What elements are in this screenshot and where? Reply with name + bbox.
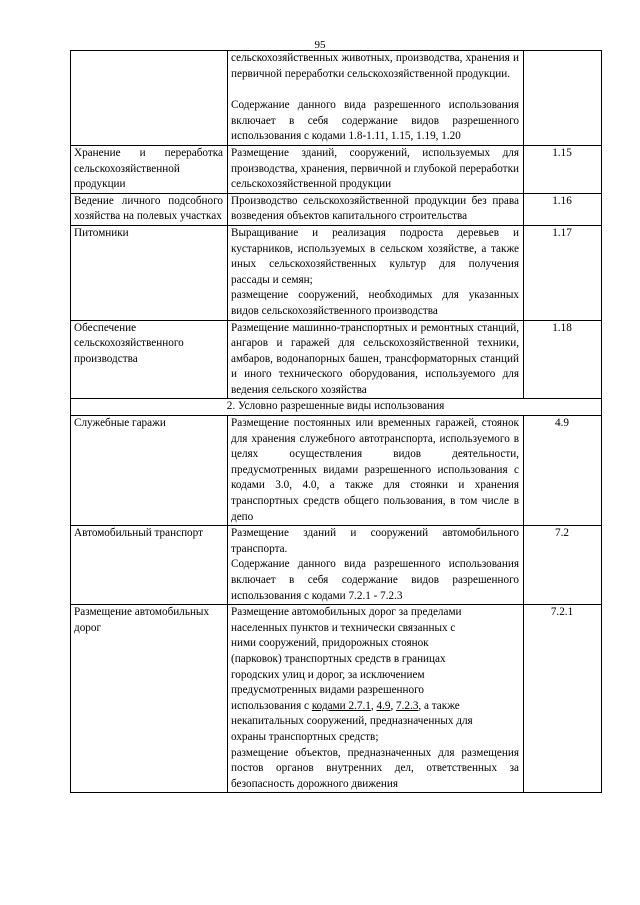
- use-description-cell: Производство сельскохозяйственной продукции без права возведения объектов капитального строительства: [228, 193, 524, 225]
- use-name-cell: Ведение личного подсобного хозяйства на полевых участках: [71, 193, 228, 225]
- description-line: ними сооружений, придорожных стоянок: [231, 637, 429, 650]
- paragraph-spacer: [231, 82, 519, 98]
- description-paragraph: Выращивание и реализация подроста деревьев и кустарников, используемых в сельском хозяйстве, а также иных сельскохозяйственных культур для получения рассады и семян;: [231, 226, 519, 286]
- description-text: использования с: [231, 699, 312, 712]
- table-row: [71, 320, 602, 399]
- use-name-cell: Размещение автомобильных дорог: [71, 605, 228, 793]
- description-line: некапитальных сооружений, предназначенных для: [231, 715, 473, 728]
- use-description-cell: [228, 605, 524, 793]
- use-description-cell: Размещение машинно-транспортных и ремонтных станций, ангаров и гаражей для сельскохозяйственной техники, амбаров, водонапорных башен, трансформаторных станций и иного технического оборудования, используемого для ведения сельского хозяйства: [228, 320, 524, 399]
- description-paragraph: Размещение зданий и сооружений автомобильного транспорта.: [231, 527, 519, 555]
- separator: ,: [390, 699, 397, 712]
- use-name-cell: Автомобильный транспорт: [71, 526, 228, 605]
- page-number: 95: [314, 39, 326, 51]
- description-paragraph: Содержание данного вида разрешенного использования включает в себя содержание видов разрешенного использования с кодами 1.8-1.11, 1.15, 1.19, 1.20: [231, 99, 519, 143]
- table-row: [71, 51, 602, 146]
- use-code-cell: 7.2.1: [524, 605, 602, 793]
- use-code-cell: 1.16: [524, 193, 602, 225]
- land-use-table: [70, 50, 602, 793]
- section-row: [71, 399, 602, 416]
- description-line: (парковок) транспортных средств в границах: [231, 652, 446, 665]
- use-code-cell: 7.2: [524, 526, 602, 605]
- use-name-cell: Питомники: [71, 225, 228, 320]
- use-name-cell: Служебные гаражи: [71, 416, 228, 526]
- table-row: [71, 193, 602, 225]
- description-line: населенных пунктов и технически связанных с: [231, 621, 456, 634]
- code-link-2-7-1[interactable]: кодами 2.7.1: [311, 699, 371, 712]
- use-name-cell: Хранение и переработка сельскохозяйственной продукции: [71, 145, 228, 193]
- separator: ,: [370, 699, 377, 712]
- use-code-cell: 1.18: [524, 320, 602, 399]
- use-name-cell: Обеспечение сельскохозяйственного производства: [71, 320, 228, 399]
- description-paragraph: размещение объектов, предназначенных для размещения постов органов внутренних дел, ответственных за безопасность дорожного движения: [231, 746, 519, 790]
- table-row: [71, 416, 602, 526]
- use-description-cell: [228, 225, 524, 320]
- description-line: Размещение автомобильных дорог за пределами: [231, 606, 462, 619]
- table-row: [71, 526, 602, 605]
- use-description-cell: Размещение зданий, сооружений, используемых для производства, хранения, первичной и глубокой переработки сельскохозяйственной продукции: [228, 145, 524, 193]
- section-heading: 2. Условно разрешенные виды использования: [71, 399, 602, 416]
- code-link-7-2-3[interactable]: 7.2.3: [396, 699, 419, 712]
- use-code-cell: [524, 51, 602, 146]
- description-line: [231, 699, 519, 715]
- use-code-cell: 4.9: [524, 416, 602, 526]
- use-code-cell: 1.15: [524, 145, 602, 193]
- description-line: городских улиц и дорог, за исключением: [231, 668, 425, 681]
- description-paragraph: размещение сооружений, необходимых для указанных видов сельскохозяйственного производства: [231, 289, 519, 317]
- description-line: предусмотренных видами разрешенного: [231, 684, 425, 697]
- table-row: [71, 225, 602, 320]
- use-description-cell: Размещение постоянных или временных гаражей, стоянок для хранения служебного автотранспорта, используемого в целях осуществления видов деятельности, предусмотренных видами разрешенного использования с кодами 3.0, 4.0, а также для стоянки и хранения транспортных средств общего пользования, в том числе в депо: [228, 416, 524, 526]
- description-paragraph: Содержание данного вида разрешенного использования включает в себя содержание видов разрешенного использования с кодами 7.2.1 - 7.2.3: [231, 558, 519, 602]
- description-line: охраны транспортных средств;: [231, 730, 379, 743]
- code-link-4-9[interactable]: 4.9: [376, 699, 391, 712]
- description-paragraph: сельскохозяйственных животных, производства, хранения и первичной переработки сельскохозяйственной продукции.: [231, 52, 519, 80]
- use-description-cell: [228, 526, 524, 605]
- use-name-cell: [71, 51, 228, 146]
- table-row: [71, 605, 602, 793]
- table-row: [71, 145, 602, 193]
- use-code-cell: 1.17: [524, 225, 602, 320]
- use-description-cell: [228, 51, 524, 146]
- description-text: , а также: [418, 699, 460, 712]
